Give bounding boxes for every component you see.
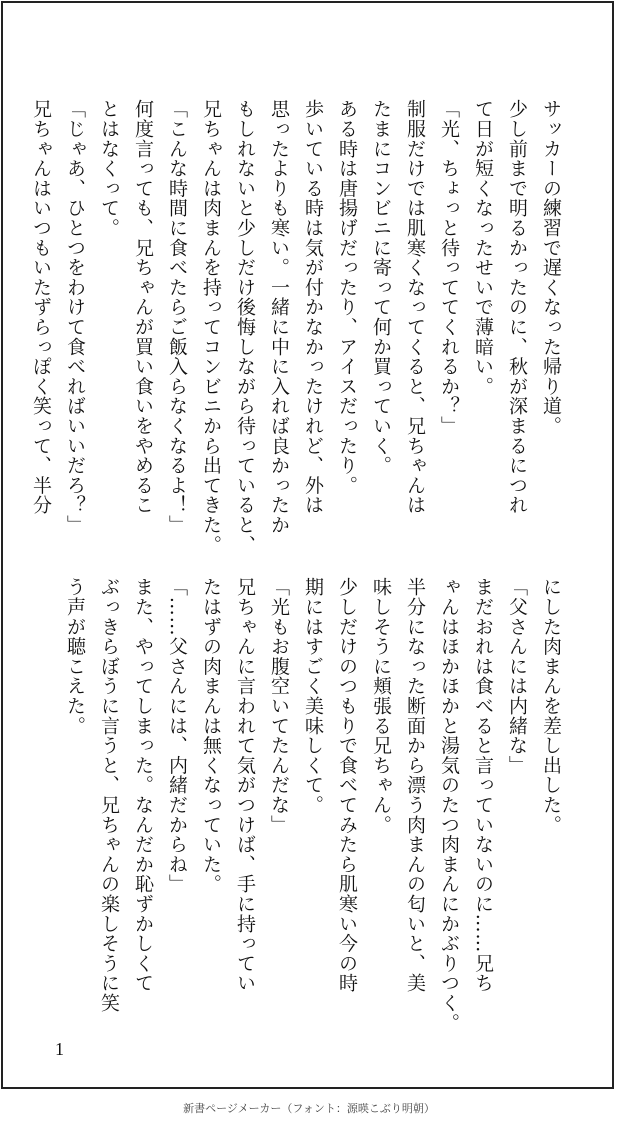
text-line: て日が短くなったせいで薄暗い。 — [472, 99, 494, 396]
upper-text-block — [24, 99, 568, 555]
text-line: う声が聴こえた。 — [64, 577, 86, 736]
text-line: 「こんな時間に食べたらご飯入らなくなるよ！」 — [166, 99, 188, 535]
text-line: 制服だけでは肌寒くなってくると、兄ちゃんは — [404, 99, 426, 515]
text-line: 味しそうに頬張る兄ちゃん。 — [370, 577, 392, 835]
page-number: 1 — [55, 1039, 64, 1059]
text-line: ゃんはほかほかと湯気のたつ肉まんにかぶりつく。 — [438, 577, 460, 1033]
page-frame — [1, 1, 614, 1089]
text-line: ある時は唐揚げだったり、アイスだったり。 — [336, 99, 358, 495]
text-line: 「じゃあ、ひとつをわけて食べればいいだろ？」 — [64, 99, 86, 535]
lower-text-block — [58, 577, 568, 1033]
text-line: 何度言っても、兄ちゃんが買い食いをやめるこ — [132, 99, 154, 515]
text-line: 歩いている時は気が付かなかったけれど、外は — [302, 99, 324, 515]
text-line: たまにコンビニに寄って何か買っていく。 — [370, 99, 392, 476]
text-line: 兄ちゃんに言われて気がつけば、手に持ってい — [234, 577, 256, 993]
text-line: 「……父さんには、内緒だからね」 — [166, 577, 188, 894]
text-line: とはなくって。 — [98, 99, 120, 238]
text-line: にした肉まんを差し出した。 — [540, 577, 562, 835]
text-line: 少し前まで明るかったのに、秋が深まるにつれ — [506, 99, 528, 515]
text-line: もしれないと少しだけ後悔しながら待っていると、 — [234, 99, 256, 555]
text-line: 半分になった断面から漂う肉まんの匂いと、美 — [404, 577, 426, 993]
text-line: また、やってしまった。なんだか恥ずかしくて — [132, 577, 154, 993]
text-line: ぶっきらぼうに言うと、兄ちゃんの楽しそうに笑 — [98, 577, 120, 1013]
text-line: 「父さんには内緒な」 — [506, 577, 528, 775]
text-line: 「光もお腹空いてたんだな」 — [268, 577, 290, 835]
text-line: たはずの肉まんは無くなっていた。 — [200, 577, 222, 894]
text-line: 兄ちゃんは肉まんを持ってコンビニから出てきた。 — [200, 99, 222, 555]
text-line: 思ったよりも寒い。一緒に中に入れば良かったか — [268, 99, 290, 535]
footer-credit: 新書ページメーカー（フォント：源暎こぶり明朝） — [183, 1102, 435, 1115]
text-line: 少しだけのつもりで食べてみたら肌寒い今の時 — [336, 577, 358, 993]
text-line: サッカーの練習で遅くなった帰り道。 — [540, 99, 562, 436]
text-line: 兄ちゃんはいつもいたずらっぽく笑って、半分 — [30, 99, 52, 515]
text-line: 「光、ちょっと待っててくれるか？」 — [438, 99, 460, 436]
text-line: 期にはすごく美味しくて。 — [302, 577, 324, 815]
text-line: まだおれは食べると言っていないのに……兄ち — [472, 577, 494, 993]
